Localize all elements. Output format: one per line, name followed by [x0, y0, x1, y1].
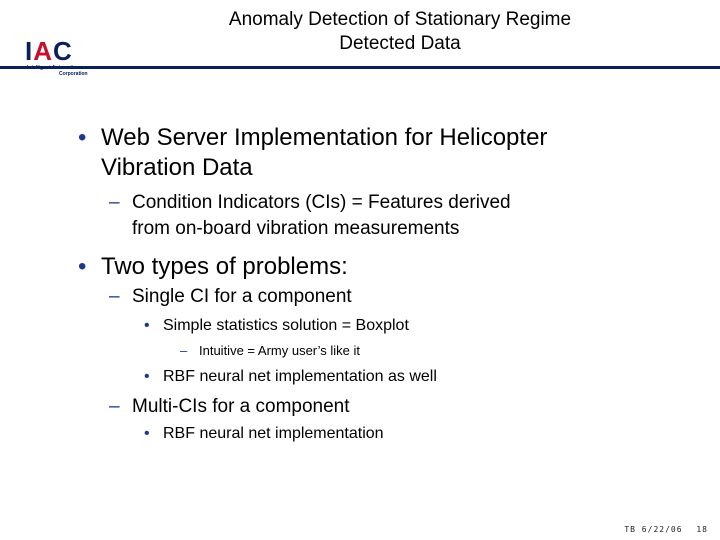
bullet-2-sub-2: Multi-CIs for a component — [132, 396, 350, 417]
logo-line2: Corporation — [59, 71, 88, 77]
dash-icon: – — [109, 286, 120, 307]
bullet-1-sub-1-line-2: from on-board vibration measurements — [132, 218, 460, 239]
footer-page-number: 18 — [696, 525, 708, 534]
bullet-dot-icon: • — [144, 425, 150, 442]
dash-icon: – — [109, 396, 120, 417]
bullet-dot-icon: • — [78, 253, 87, 280]
dash-icon: – — [180, 343, 188, 358]
logo-letters — [25, 36, 73, 66]
slide-footer — [624, 525, 708, 534]
logo-text: IAC — [25, 36, 73, 66]
bullet-1-line-1: Web Server Implementation for Helicopter — [101, 124, 548, 151]
bullet-2: Two types of problems: — [101, 253, 348, 280]
title-line-1: Anomaly Detection of Stationary Regime — [228, 9, 572, 30]
bullet-2-sub-1-item-2: RBF neural net implementation as well — [163, 368, 437, 385]
bullet-2-sub-1-item-1: Simple statistics solution = Boxplot — [163, 317, 409, 334]
title-divider — [0, 66, 720, 69]
bullet-dot-icon: • — [144, 368, 150, 385]
bullet-2-sub-1: Single CI for a component — [132, 286, 352, 307]
bullet-dot-icon: • — [144, 317, 150, 334]
title-line-2: Detected Data — [339, 33, 461, 54]
dash-icon: – — [109, 192, 120, 213]
bullet-2-sub-1-item-1-sub: Intuitive = Army user’s like it — [199, 343, 360, 358]
bullet-1-sub-1-line-1: Condition Indicators (CIs) = Features derived — [132, 192, 511, 213]
slide-title — [110, 8, 690, 56]
bullet-dot-icon: • — [78, 124, 87, 151]
iac-logo — [23, 36, 103, 80]
bullet-1-line-2: Vibration Data — [101, 154, 253, 181]
footer-date: TB 6/22/06 — [624, 525, 683, 534]
bullet-2-sub-2-item-1: RBF neural net implementation — [163, 425, 384, 442]
